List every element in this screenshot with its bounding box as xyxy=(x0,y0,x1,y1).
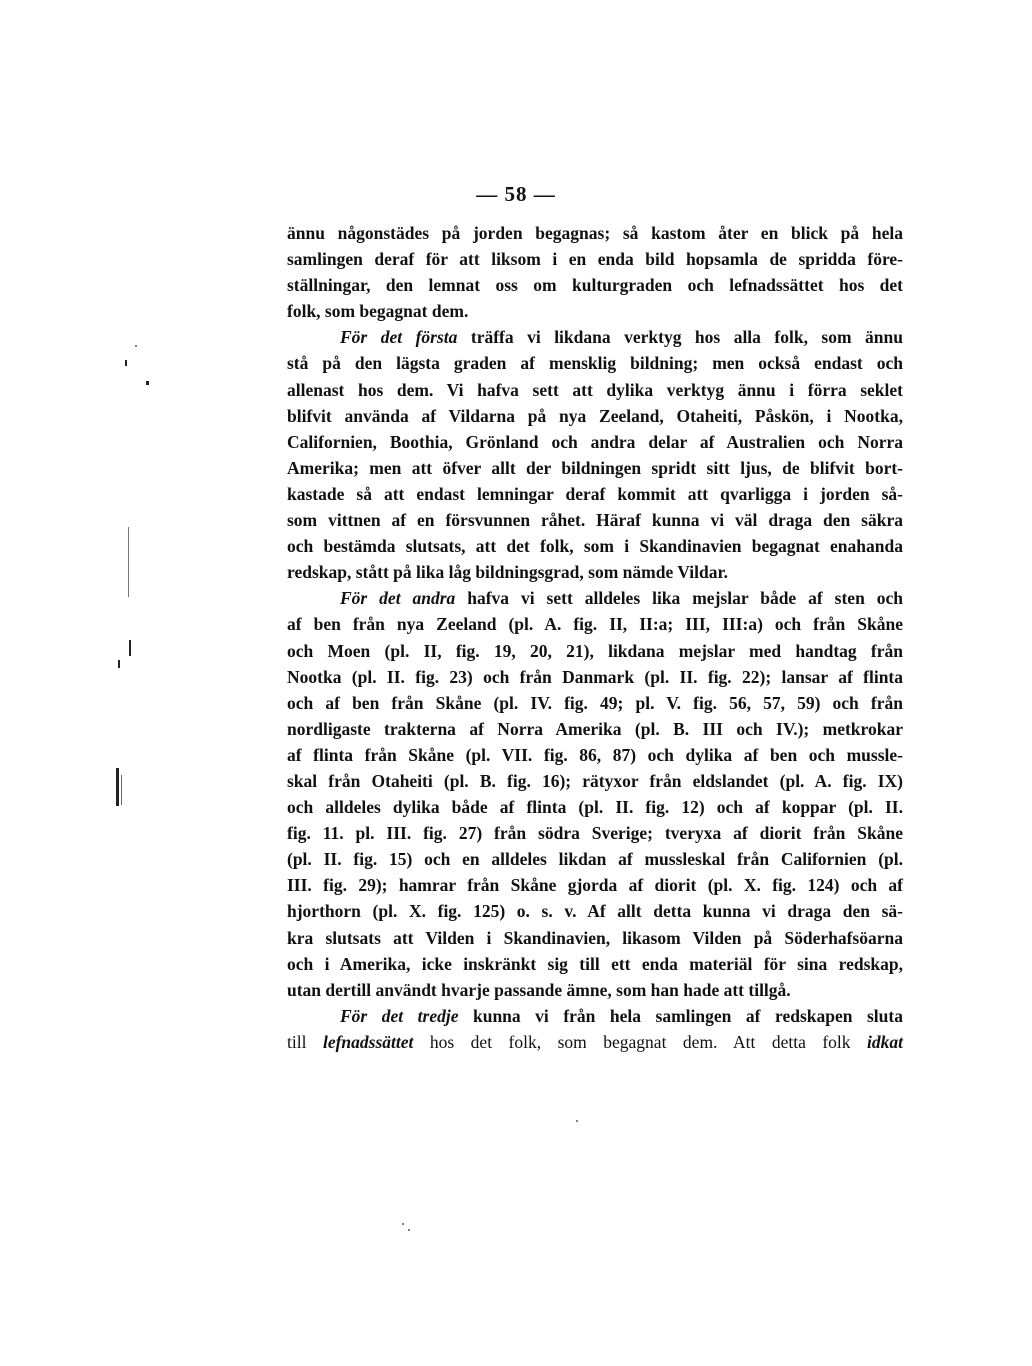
text-line: utan dertill användt hvarje passande ämne, som han hade att tillgå. xyxy=(287,979,791,1000)
scan-artifact xyxy=(121,775,122,805)
scan-speck xyxy=(402,1223,404,1225)
paragraph-start-second: För det andra hafva vi sett alldeles lika mejslar både af sten och xyxy=(340,588,903,609)
text-line: ställningar, den lemnat oss om kulturgraden och lefnadssättet hos det xyxy=(287,275,903,296)
paragraph-start-first: För det första träffa vi likdana verktyg hos alla folk, som ännu xyxy=(340,327,903,348)
text-line: hjorthorn (pl. X. fig. 125) o. s. v. Af allt detta kunna vi draga den sä- xyxy=(287,901,903,922)
scan-artifact xyxy=(125,360,127,366)
text-line: Nootka (pl. II. fig. 23) och från Danmark (pl. II. fig. 22); lansar af flinta xyxy=(287,666,903,687)
text-line: som vittnen af en försvunnen råhet. Häraf kunna vi väl draga den säkra xyxy=(287,510,903,531)
text-line: kastade så att endast lemningar deraf kommit att qvarligga i jorden så- xyxy=(287,483,903,504)
section-lead: För det andra xyxy=(340,588,456,609)
section-lead: För det första xyxy=(340,327,458,348)
scan-speck xyxy=(135,345,137,347)
text-line: till lefnadssättet hos det folk, som begagnat dem. Att detta folk idkat xyxy=(287,1031,903,1052)
text-line: skal från Otaheiti (pl. B. fig. 16); rätyxor från eldslandet (pl. A. fig. IX) xyxy=(287,770,903,791)
text-line: Californien, Boothia, Grönland och andra delar af Australien och Norra xyxy=(287,431,903,452)
text-line: III. fig. 29); hamrar från Skåne gjorda af diorit (pl. X. fig. 124) och af xyxy=(287,875,903,896)
text-line: och af ben från Skåne (pl. IV. fig. 49; pl. V. fig. 56, 57, 59) och från xyxy=(287,692,903,713)
text-line: och Moen (pl. II, fig. 19, 20, 21), likdana mejslar med handtag från xyxy=(287,640,903,661)
text-line: af flinta från Skåne (pl. VII. fig. 86, 87) och dylika af ben och mussle- xyxy=(287,744,903,765)
text-line: samlingen deraf för att liksom i en enda bild hopsamla de spridda före- xyxy=(287,249,903,270)
scan-speck xyxy=(408,1229,410,1231)
text-line: blifvit använda af Vildarna på nya Zeeland, Otaheiti, Påskön, i Nootka, xyxy=(287,405,903,426)
text-line: allenast hos dem. Vi hafva sett att dylika verktyg ännu i förra seklet xyxy=(287,379,903,400)
page-number: — 58 — xyxy=(476,182,556,206)
text-line: stå på den lägsta graden af mensklig bildning; men också endast och xyxy=(287,353,903,374)
scan-artifact xyxy=(118,660,120,668)
text-line: af ben från nya Zeeland (pl. A. fig. II, II:a; III, III:a) och från Skåne xyxy=(287,614,903,635)
text-line: (pl. II. fig. 15) och en alldeles likdan af mussleskal från Californien (pl. xyxy=(287,849,903,870)
text-line: och alldeles dylika både af flinta (pl. II. fig. 12) och af koppar (pl. II. xyxy=(287,797,903,818)
scan-artifact xyxy=(128,527,129,597)
text-line: Amerika; men att öfver allt der bildningen spridt sitt ljus, de blifvit bort- xyxy=(287,457,903,478)
text-line: och bestämda slutsats, att det folk, som i Skandinavien begagnat enahanda xyxy=(287,536,903,557)
emphasized-term: lefnadssättet xyxy=(322,1031,414,1052)
text-line: folk, som begagnat dem. xyxy=(287,301,469,322)
emphasized-term: idkat xyxy=(867,1031,903,1052)
text-line: nordligaste trakterna af Norra Amerika (pl. B. III och IV.); metkrokar xyxy=(287,718,903,739)
body-text xyxy=(287,220,903,1055)
text-line: ännu någonstädes på jorden begagnas; så kastom åter en blick på hela xyxy=(287,223,903,243)
text-line: och i Amerika, icke inskränkt sig till ett enda materiäl för sina redskap, xyxy=(287,953,903,974)
text-line: fig. 11. pl. III. fig. 27) från södra Sverige; tveryxa af diorit från Skåne xyxy=(287,823,903,844)
scan-speck xyxy=(576,1120,578,1122)
scan-artifact xyxy=(129,640,131,656)
text-line: kra slutsats att Vilden i Skandinavien, likasom Vilden på Söderhafsöarna xyxy=(287,927,903,948)
scan-artifact xyxy=(146,381,149,385)
paragraph-start-third: För det tredje kunna vi från hela samlingen af redskapen sluta xyxy=(340,1005,903,1026)
scan-artifact xyxy=(116,768,119,806)
text-line: redskap, stått på lika låg bildningsgrad, som nämde Vildar. xyxy=(287,562,729,583)
section-lead: För det tredje xyxy=(340,1005,459,1026)
